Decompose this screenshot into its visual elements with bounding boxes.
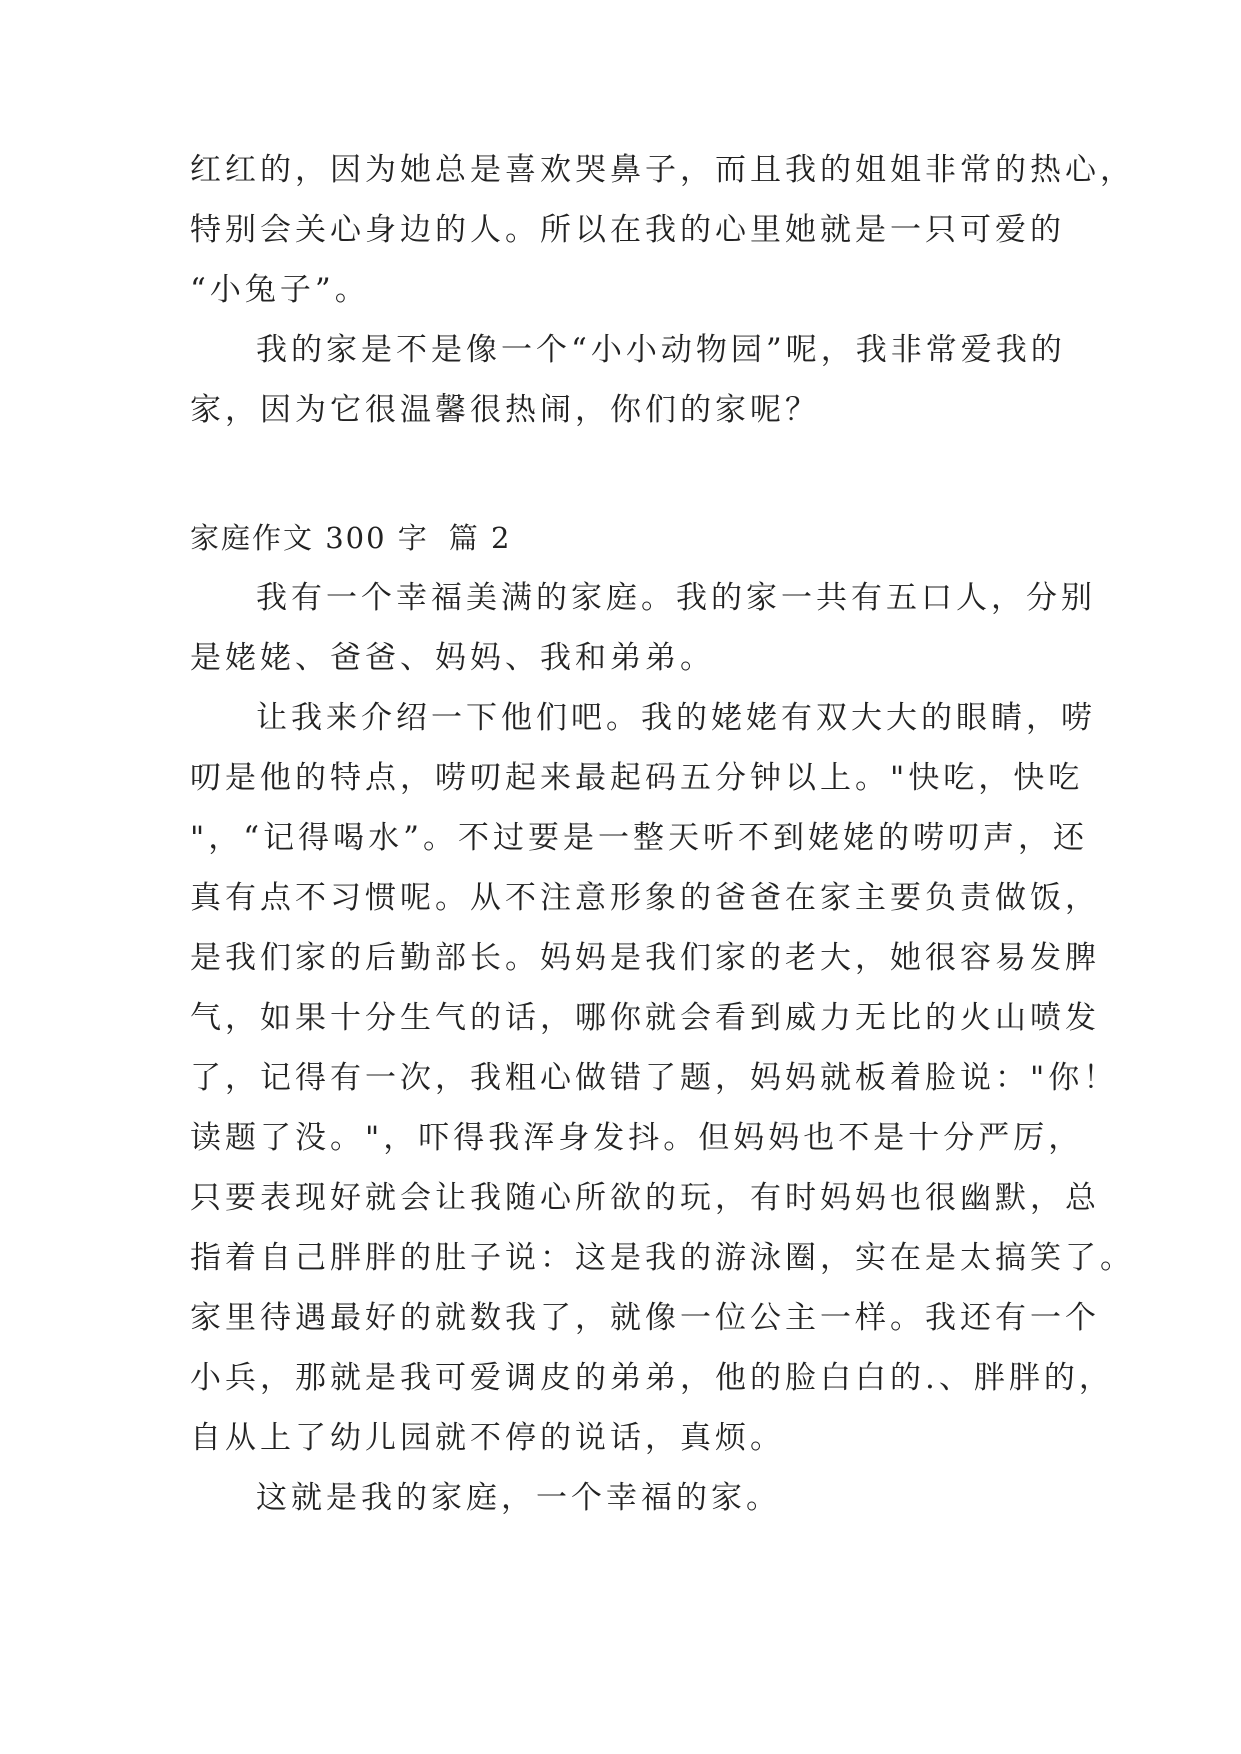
heading-part: 篇 2: [448, 521, 512, 555]
text-line: 是我们家的后勤部长。妈妈是我们家的老大，她很容易发脾: [190, 940, 1100, 976]
text-line: 我有一个幸福美满的家庭。我的家一共有五口人，分别: [256, 580, 1096, 616]
paragraph-block-1: [190, 140, 1135, 440]
text-line: 家，因为它很温馨很热闹，你们的家呢？: [190, 392, 820, 428]
text-line: 只要表现好就会让我随心所欲的玩，有时妈妈也很幽默，总: [190, 1180, 1100, 1216]
text-line: 这就是我的家庭，一个幸福的家。: [256, 1480, 781, 1516]
text-line: 让我来介绍一下他们吧。我的姥姥有双大大的眼睛，唠: [256, 700, 1096, 736]
text-line: 小兵，那就是我可爱调皮的弟弟，他的脸白白的.、胖胖的，: [190, 1360, 1114, 1396]
text-line: 了，记得有一次，我粗心做错了题，妈妈就板着脸说："你！: [190, 1060, 1119, 1096]
text-line: 气，如果十分生气的话，哪你就会看到威力无比的火山喷发: [190, 1000, 1100, 1036]
text-line: “小兔子”。: [190, 272, 370, 308]
text-line: 特别会关心身边的人。所以在我的心里她就是一只可爱的: [190, 212, 1065, 248]
paragraph-block-2: [190, 568, 1135, 1528]
text-line: 是姥姥、爸爸、妈妈、我和弟弟。: [190, 640, 715, 676]
text-line: 我的家是不是像一个“小小动物园”呢，我非常爱我的: [256, 332, 1066, 368]
text-line: "，“记得喝水”。不过要是一整天听不到姥姥的唠叨声，还: [190, 820, 1088, 856]
text-line: 自从上了幼儿园就不停的说话，真烦。: [190, 1420, 785, 1456]
heading-title: 家庭作文 300 字: [190, 521, 429, 555]
text-line: 读题了没。"，吓得我浑身发抖。但妈妈也不是十分严厉，: [190, 1120, 1084, 1156]
text-line: 真有点不习惯呢。从不注意形象的爸爸在家主要负责做饭，: [190, 880, 1100, 916]
text-line: 红红的，因为她总是喜欢哭鼻子，而且我的姐姐非常的热心，: [190, 152, 1135, 188]
section-heading: [190, 508, 511, 568]
text-line: 叨是他的特点，唠叨起来最起码五分钟以上。"快吃，快吃: [190, 760, 1084, 796]
text-line: 指着自己胖胖的肚子说：这是我的游泳圈，实在是太搞笑了。: [190, 1240, 1135, 1276]
text-line: 家里待遇最好的就数我了，就像一位公主一样。我还有一个: [190, 1300, 1100, 1336]
